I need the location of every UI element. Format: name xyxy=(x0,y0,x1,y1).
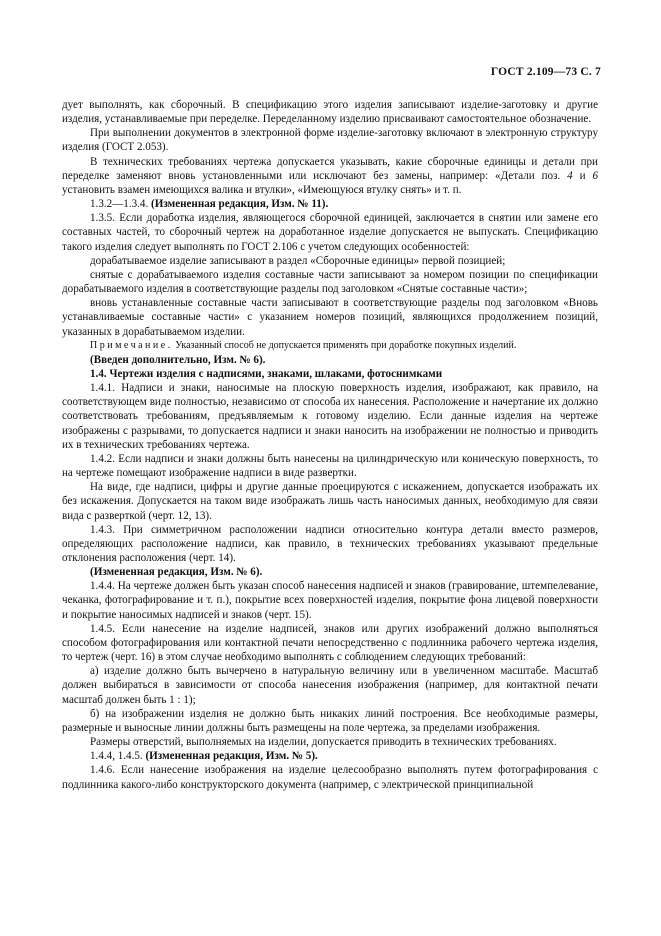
paragraph: 1.4.1. Надписи и знаки, наносимые на плоскую поверхность изделия, изображают, как правило, на соответствующем виде полностью, независимо от способа их нанесения. Расположение и начертание их должно соответствовать требованиям, предъявляемым к готовому изделию. Если данные изделия на чертеже изображены с разрывами, то допускается надписи и знаки наносить на изображении не полностью и приводить их в технических требованиях чертежа. xyxy=(62,382,598,451)
paragraph: дует выполнять, как сборочный. В спецификацию этого изделия записывают изделие-заготовку и другие изделия, устанавливаемые при переделке. Переделанному изделию присваивают самостоятельное обозначение. xyxy=(62,99,598,126)
paragraph: 1.4.3. При симметричном расположении надписи относительно контура детали вместо размеров, определяющих расположение надписи, как правило, в технических требованиях указывают предельные отклонения расположения (черт. 14). xyxy=(62,523,598,564)
page-header: ГОСТ 2.109—73 С. 7 xyxy=(490,66,601,78)
paragraph: 1.4.5. Если нанесение на изделие надписей, знаков или других изображений должно выполняться способом фотографирования или контактной печати непосредственно с подлинника рабочего чертежа изделия, то чертеж (черт. 16) в этом случае необходимо выполнять с соблюдением следующих требований: xyxy=(62,622,598,664)
paragraph: а) изделие должно быть вычерчено в натуральную величину или в увеличенном масштабе. Масштаб должен выбираться в зависимости от способа нанесения изображения (например, для контактной печати масштаб должен быть 1 : 1); xyxy=(62,665,598,706)
note: Примечание. Указанный способ не допускается применять при доработке покупных изделий. xyxy=(90,339,517,351)
paragraph: Размеры отверстий, выполняемых на изделии, допускается приводить в технических требованиях. xyxy=(90,736,557,749)
paragraph: снятые с дорабатываемого изделия составные части записывают за номером позиции по спецификации дорабатываемого изделия в соответствующие разделы под заголовком «Снятые составные части»; xyxy=(62,268,598,296)
paragraph: На виде, где надписи, цифры и другие данные проецируются с искажением, допускается изображать их без искажения. Допускается на таком виде изображать лишь часть наносимых данных, необходимую для связи вида с разверткой (черт. 12, 13). xyxy=(62,481,598,522)
paragraph: вновь устанавленные составные части записывают в соответствующие разделы под заголовком «Вновь устанавливаемые составные части» с указанием номеров позиций, являющихся продолжением позиций, указанных в дорабатываемом изделии. xyxy=(62,297,598,338)
document-body xyxy=(62,98,598,792)
amendment-note: (Измененная редакция, Изм. № 6). xyxy=(90,566,263,579)
paragraph: 1.3.5. Если доработка изделия, являющегося сборочной единицей, заключается в снятии или замене его составных частей, то сборочный чертеж на доработанное изделие допускается не выпускать. Спецификацию такого изделия следует выполнять по ГОСТ 2.106 с учетом следующих особенностей: xyxy=(62,212,598,253)
amendment-note: 1.3.2—1.3.4. (Измененная редакция, Изм. № 11). xyxy=(90,198,329,211)
paragraph: 1.4.6. Если нанесение изображения на изделие целесообразно выполнять путем фотографирования с подлинника какого-либо конструкторского документа (например, с электрической принципиальной xyxy=(62,764,598,791)
amendment-note: 1.4.4, 1.4.5. (Измененная редакция, Изм. № 5). xyxy=(90,750,318,763)
paragraph: В технических требованиях чертежа допускается указывать, какие сборочные единицы и детали при переделке заменяют вновь установленными или исключают без замены, например: «Детали поз. 4 и 6 установить взамен имеющихся валика и втулки», «Имеющуюся втулку снять» и т. п. xyxy=(62,155,598,196)
paragraph: 1.4.4. На чертеже должен быть указан способ нанесения надписей и знаков (гравирование, штемпелевание, чеканка, фотографирование и т. п.), покрытие всех поверхностей изделия, покрытие фона лицевой поверхности и покрытие наносимых надписей и знаков (черт. 15). xyxy=(62,580,598,621)
paragraph: 1.4.2. Если надписи и знаки должны быть нанесены на цилиндрическую или коническую поверхность, то на чертеже помещают изображение надписи в виде развертки. xyxy=(62,452,598,480)
paragraph: дорабатываемое изделие записывают в раздел «Сборочные единицы» первой позицией; xyxy=(90,254,506,267)
paragraph: При выполнении документов в электронной форме изделие-заготовку включают в электронную структуру изделия (ГОСТ 2.053). xyxy=(62,127,598,154)
paragraph: б) на изображении изделия не должно быть никаких линий построения. Все необходимые размеры, размерные и выносные линии должны быть размещены на поле чертежа, за пределами изображения. xyxy=(62,707,598,734)
section-heading: 1.4. Чертежи изделия с надписями, знаками, шлаками, фотоснимками xyxy=(90,367,443,380)
amendment-note: (Введен дополнительно, Изм. № 6). xyxy=(90,353,266,366)
